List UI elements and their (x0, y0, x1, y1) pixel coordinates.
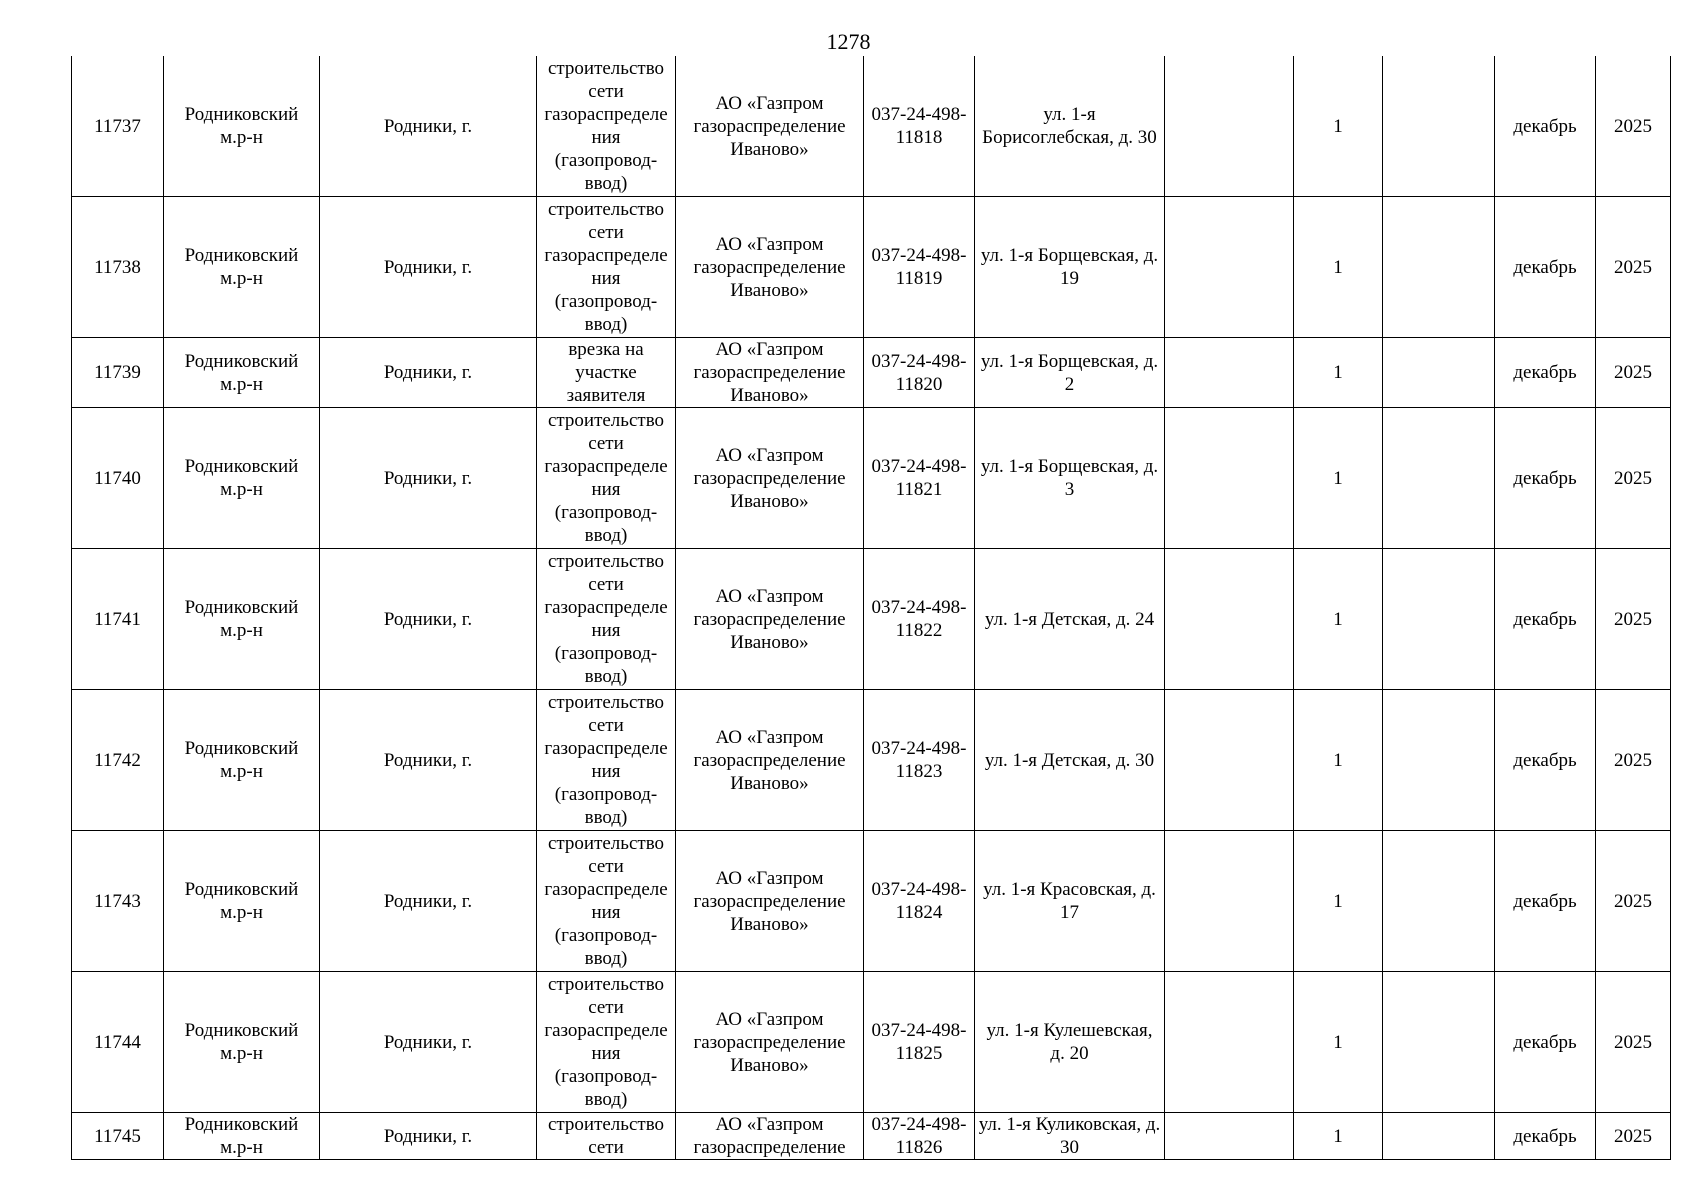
cell-locality: Родники, г. (320, 549, 537, 690)
cell-month: декабрь (1495, 56, 1596, 197)
cell-organization: АО «Газпром газораспределение Иваново» (676, 549, 864, 690)
cell-code: 037-24-498-11820 (864, 338, 975, 408)
cell-address: ул. 1-я Куликовская, д. 30 (975, 1113, 1165, 1160)
cell-empty (1165, 197, 1294, 338)
table-row (72, 831, 1671, 972)
cell-district: Родниковский м.р-н (164, 408, 320, 549)
cell-code: 037-24-498-11825 (864, 972, 975, 1113)
cell-month: декабрь (1495, 549, 1596, 690)
cell-month: декабрь (1495, 972, 1596, 1113)
cell-district: Родниковский м.р-н (164, 197, 320, 338)
cell-code: 037-24-498-11824 (864, 831, 975, 972)
registry-table (71, 56, 1671, 1160)
cell-locality: Родники, г. (320, 408, 537, 549)
cell-empty (1383, 338, 1495, 408)
cell-empty (1165, 1113, 1294, 1160)
cell-quantity: 1 (1294, 408, 1383, 549)
cell-organization: АО «Газпром газораспределение Иваново» (676, 408, 864, 549)
cell-district: Родниковский м.р-н (164, 831, 320, 972)
cell-work-type: строительство сети газораспределения (газопровод-ввод) (537, 972, 676, 1113)
cell-empty (1165, 549, 1294, 690)
cell-district: Родниковский м.р-н (164, 56, 320, 197)
table-row (72, 408, 1671, 549)
cell-id: 11744 (72, 972, 164, 1113)
cell-locality: Родники, г. (320, 197, 537, 338)
cell-code: 037-24-498-11821 (864, 408, 975, 549)
cell-empty (1165, 690, 1294, 831)
table-row (72, 197, 1671, 338)
cell-year: 2025 (1596, 690, 1671, 831)
cell-locality: Родники, г. (320, 831, 537, 972)
cell-id: 11740 (72, 408, 164, 549)
table-row (72, 56, 1671, 197)
cell-id: 11743 (72, 831, 164, 972)
cell-id: 11742 (72, 690, 164, 831)
cell-empty (1383, 56, 1495, 197)
cell-empty (1165, 408, 1294, 549)
cell-empty (1383, 1113, 1495, 1160)
cell-work-type: строительство сети (537, 1113, 676, 1160)
table-row (72, 549, 1671, 690)
cell-locality: Родники, г. (320, 1113, 537, 1160)
cell-id: 11737 (72, 56, 164, 197)
cell-address: ул. 1-я Борисоглебская, д. 30 (975, 56, 1165, 197)
cell-empty (1383, 690, 1495, 831)
cell-work-type: строительство сети газораспределения (газопровод-ввод) (537, 408, 676, 549)
cell-code: 037-24-498-11819 (864, 197, 975, 338)
cell-code: 037-24-498-11822 (864, 549, 975, 690)
cell-address: ул. 1-я Борщевская, д. 2 (975, 338, 1165, 408)
cell-organization: АО «Газпром газораспределение Иваново» (676, 56, 864, 197)
cell-organization: АО «Газпром газораспределение Иваново» (676, 690, 864, 831)
cell-month: декабрь (1495, 831, 1596, 972)
cell-quantity: 1 (1294, 338, 1383, 408)
cell-organization: АО «Газпром газораспределение Иваново» (676, 831, 864, 972)
cell-quantity: 1 (1294, 831, 1383, 972)
cell-work-type: строительство сети газораспределения (газопровод-ввод) (537, 690, 676, 831)
cell-district: Родниковский м.р-н (164, 1113, 320, 1160)
cell-month: декабрь (1495, 1113, 1596, 1160)
cell-id: 11739 (72, 338, 164, 408)
cell-id: 11745 (72, 1113, 164, 1160)
table-row (72, 690, 1671, 831)
cell-empty (1383, 549, 1495, 690)
cell-district: Родниковский м.р-н (164, 690, 320, 831)
cell-district: Родниковский м.р-н (164, 549, 320, 690)
cell-year: 2025 (1596, 197, 1671, 338)
cell-organization: АО «Газпром газораспределение Иваново» (676, 197, 864, 338)
cell-organization: АО «Газпром газораспределение Иваново» (676, 972, 864, 1113)
cell-quantity: 1 (1294, 56, 1383, 197)
cell-month: декабрь (1495, 408, 1596, 549)
cell-work-type: строительство сети газораспределения (газопровод-ввод) (537, 56, 676, 197)
cell-quantity: 1 (1294, 1113, 1383, 1160)
table-row (72, 972, 1671, 1113)
cell-year: 2025 (1596, 549, 1671, 690)
cell-empty (1383, 197, 1495, 338)
cell-locality: Родники, г. (320, 56, 537, 197)
cell-address: ул. 1-я Борщевская, д. 3 (975, 408, 1165, 549)
cell-empty (1383, 831, 1495, 972)
cell-quantity: 1 (1294, 972, 1383, 1113)
cell-quantity: 1 (1294, 690, 1383, 831)
cell-month: декабрь (1495, 197, 1596, 338)
page-number: 1278 (826, 29, 871, 54)
cell-empty (1165, 56, 1294, 197)
cell-id: 11738 (72, 197, 164, 338)
cell-code: 037-24-498-11818 (864, 56, 975, 197)
cell-month: декабрь (1495, 338, 1596, 408)
cell-empty (1383, 972, 1495, 1113)
cell-work-type: врезка на участке заявителя (537, 338, 676, 408)
cell-quantity: 1 (1294, 549, 1383, 690)
cell-year: 2025 (1596, 338, 1671, 408)
cell-work-type: строительство сети газораспределения (газопровод-ввод) (537, 831, 676, 972)
cell-address: ул. 1-я Детская, д. 30 (975, 690, 1165, 831)
cell-quantity: 1 (1294, 197, 1383, 338)
cell-locality: Родники, г. (320, 690, 537, 831)
cell-district: Родниковский м.р-н (164, 338, 320, 408)
cell-empty (1165, 831, 1294, 972)
cell-year: 2025 (1596, 972, 1671, 1113)
cell-code: 037-24-498-11823 (864, 690, 975, 831)
cell-year: 2025 (1596, 408, 1671, 549)
cell-district: Родниковский м.р-н (164, 972, 320, 1113)
table-row (72, 1113, 1671, 1160)
cell-address: ул. 1-я Детская, д. 24 (975, 549, 1165, 690)
cell-work-type: строительство сети газораспределения (газопровод-ввод) (537, 549, 676, 690)
cell-empty (1383, 408, 1495, 549)
cell-address: ул. 1-я Кулешевская, д. 20 (975, 972, 1165, 1113)
cell-address: ул. 1-я Борщевская, д. 19 (975, 197, 1165, 338)
cell-code: 037-24-498-11826 (864, 1113, 975, 1160)
cell-id: 11741 (72, 549, 164, 690)
cell-locality: Родники, г. (320, 338, 537, 408)
cell-work-type: строительство сети газораспределения (газопровод-ввод) (537, 197, 676, 338)
cell-organization: АО «Газпром газораспределение Иваново» (676, 338, 864, 408)
cell-year: 2025 (1596, 831, 1671, 972)
table-row (72, 338, 1671, 408)
cell-year: 2025 (1596, 56, 1671, 197)
cell-month: декабрь (1495, 690, 1596, 831)
cell-empty (1165, 972, 1294, 1113)
cell-locality: Родники, г. (320, 972, 537, 1113)
cell-address: ул. 1-я Красовская, д. 17 (975, 831, 1165, 972)
cell-organization: АО «Газпром газораспределение (676, 1113, 864, 1160)
cell-year: 2025 (1596, 1113, 1671, 1160)
cell-empty (1165, 338, 1294, 408)
